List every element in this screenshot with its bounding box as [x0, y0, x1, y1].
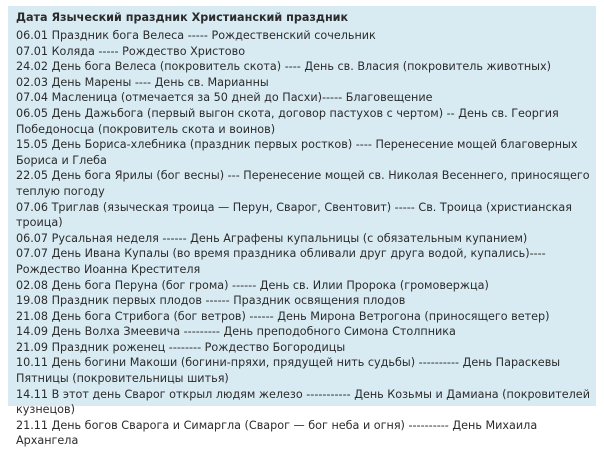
- holiday-entry: 19.08 Праздник первых плодов ------ Праздник освящения плодов: [16, 294, 406, 308]
- holiday-entry: 24.02 День бога Велеса (покровитель скота) ---- День св. Власия (покровитель животных): [16, 60, 551, 74]
- holiday-entry: 07.07 День Ивана Купалы (во время праздника обливали друг друга водой, купались)---- Рождество Иоанна Крестителя: [16, 247, 546, 276]
- holiday-table-panel: [8, 6, 596, 448]
- holiday-entry: 21.09 Праздник роженец -------- Рождество Богородицы: [16, 340, 346, 354]
- holiday-entry: 15.05 День Бориса-хлебника (праздник первых ростков) ---- Перенесение мощей благоверных Бориса и Глеба: [16, 138, 578, 167]
- holiday-entry: 21.11 День богов Сварога и Симаргла (Сварог — бог неба и огня) ---------- День Михаила Архангела: [16, 418, 538, 448]
- holiday-entry: 07.01 Коляда ----- Рождество Христово: [16, 44, 246, 58]
- holiday-entry: 14.11 В этот день Сварог открыл людям железо ----------- День Козьмы и Дамиана (покровителей кузнецов): [16, 387, 590, 417]
- holiday-entry: 06.01 Праздник бога Велеса ----- Рождественский сочельник: [16, 29, 376, 42]
- holiday-entry: 10.11 День богини Макоши (богини-пряхи, прядущей нить судьбы) ---------- День Параскевы Пятницы (покровительницы шитья): [16, 356, 561, 386]
- holiday-entry: 06.07 Русальная неделя ------ День Аграфены купальницы (с обязательным купанием): [16, 231, 528, 245]
- holiday-entry: 02.03 День Марены ---- День св. Марианны: [16, 75, 269, 89]
- holiday-entry: 02.08 День бога Перуна (бог грома) ------ День св. Илии Пророка (громовержца): [16, 278, 489, 292]
- holiday-entry: 14.09 День Волха Змеевича --------- День преподобного Симона Столпника: [16, 325, 456, 339]
- holiday-entry: 06.05 День Дажьбога (первый выгон скота, договор пастухов с чертом) -- День св. Георгия Победоносца (покровитель скота и воинов): [16, 106, 559, 136]
- holiday-entry: 21.08 День бога Стрибога (бог ветров) ------ День Мирона Ветрогона (приносящего ветер): [16, 309, 550, 323]
- holiday-entry: 07.06 Триглав (языческая троица — Перун, Сварог, Свентовит) ----- Св. Троица (христианская троица): [16, 200, 572, 230]
- holiday-list: [16, 28, 590, 449]
- holiday-entry: 07.04 Масленица (отмечается за 50 дней до Пасхи)----- Благовещение: [16, 91, 433, 105]
- table-header: Дата Языческий праздник Христианский праздник: [16, 11, 349, 24]
- holiday-entry: 22.05 День бога Ярилы (бог весны) --- Перенесение мощей св. Николая Весеннего, приносящего теплую погоду: [16, 169, 590, 198]
